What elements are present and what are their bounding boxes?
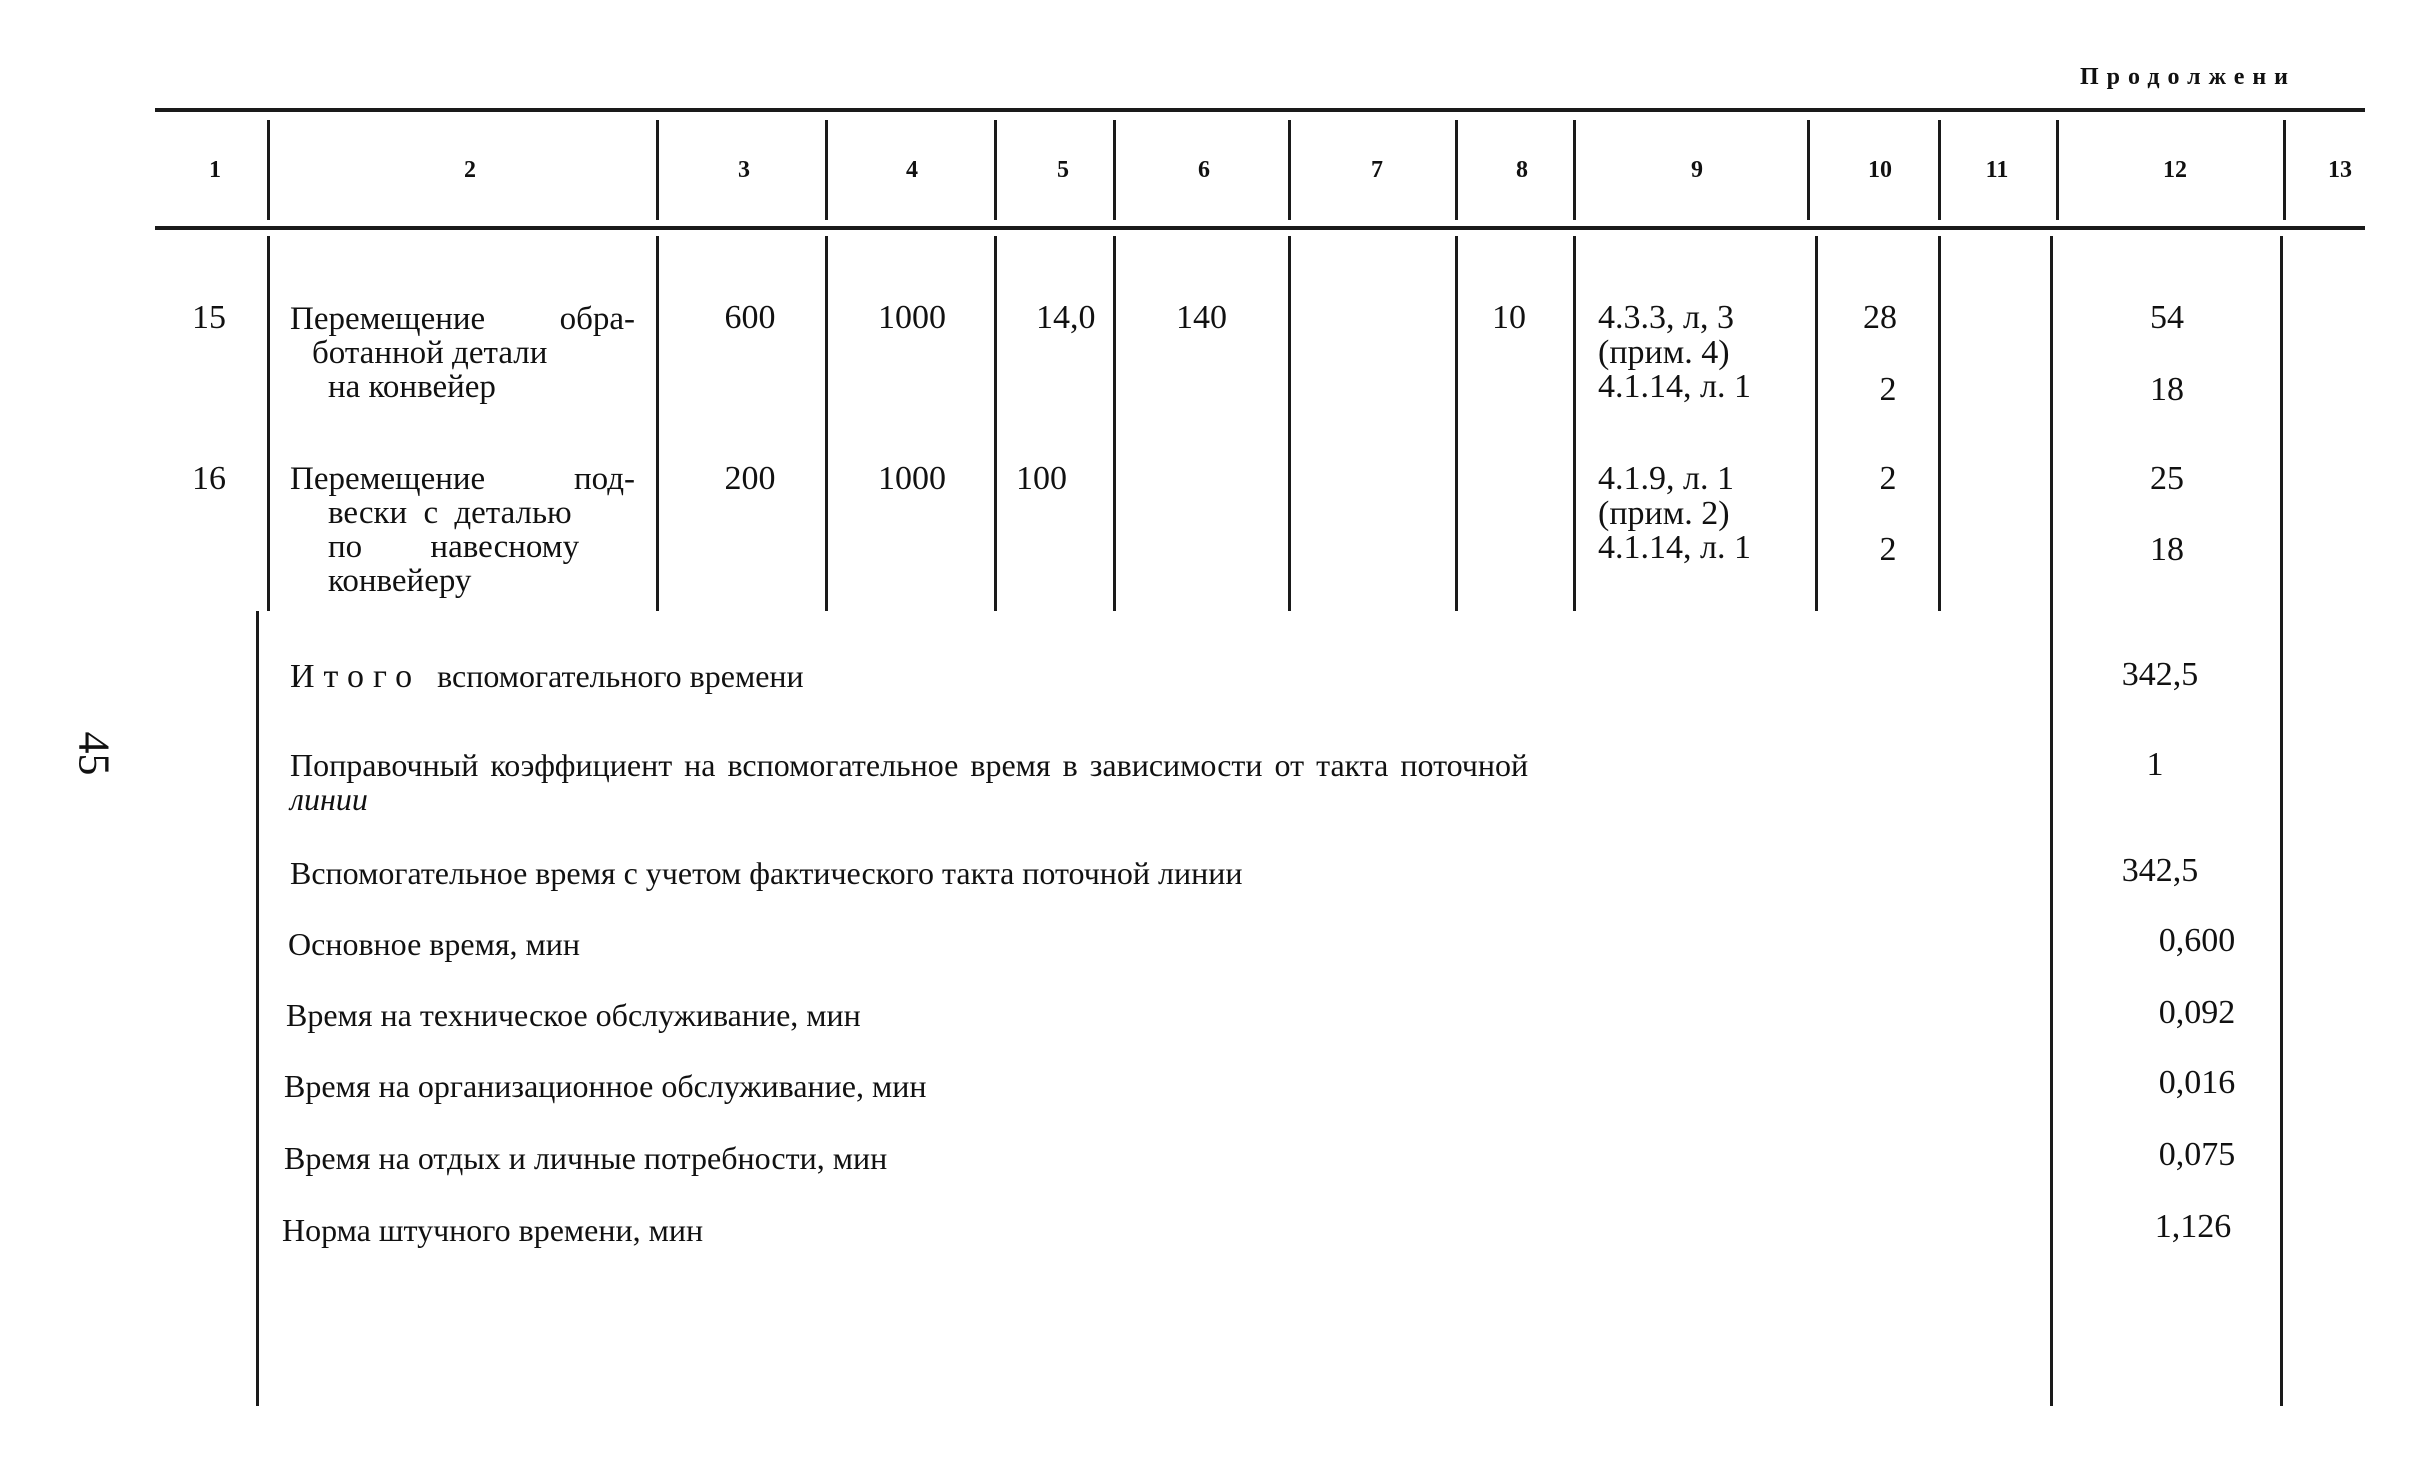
header-divider <box>267 120 270 220</box>
summary-aux-time-value: 342,5 <box>2121 852 2199 889</box>
summary-aux-time-label: Вспомогательное время с учетом фактического такта поточной линии <box>290 855 1243 891</box>
table-row-15-col12-b: 18 <box>2150 371 2184 408</box>
summary-main-time-label: Основное время, мин <box>288 926 581 962</box>
header-divider <box>1455 120 1458 220</box>
header-divider <box>2056 120 2059 220</box>
summary-correction-label: Поправочный коэффициент на вспомогательное время в зависимости от такта поточной линии <box>290 747 1529 817</box>
table-row-16-description: Перемещение под- вески с деталью по навесному конвейеру <box>290 461 635 599</box>
table-row-15-col6: 140 <box>1176 299 1227 336</box>
column-header-11: 11 <box>1985 157 2009 183</box>
body-divider <box>1938 236 1941 611</box>
body-divider <box>994 236 997 611</box>
header-divider <box>1573 120 1576 220</box>
column-header-4: 4 <box>906 157 918 183</box>
table-row-15-col9: 4.3.3, л, 3 (прим. 4) 4.1.14, л. 1 <box>1598 299 1751 405</box>
table-row-15-col10-a: 28 <box>1863 299 1897 336</box>
summary-main-time-value: 0,600 <box>2158 922 2236 959</box>
summary-tech-service-value: 0,092 <box>2158 994 2236 1031</box>
header-divider <box>656 120 659 220</box>
body-divider <box>2280 236 2283 1406</box>
body-divider <box>2050 236 2053 1406</box>
body-divider <box>1113 236 1116 611</box>
body-divider <box>267 236 270 611</box>
body-divider <box>1573 236 1576 611</box>
summary-rest-value: 0,075 <box>2158 1136 2236 1173</box>
column-header-13: 13 <box>2328 157 2352 183</box>
continuation-label: Продолжени <box>2080 64 2297 90</box>
column-header-3: 3 <box>738 157 750 183</box>
table-row-16-col12-a: 25 <box>2150 460 2184 497</box>
header-divider <box>1113 120 1116 220</box>
column-header-6: 6 <box>1198 157 1210 183</box>
table-top-rule <box>155 108 2365 112</box>
summary-total-label: Итого вспомогательного времени <box>290 658 804 695</box>
summary-tech-service-label: Время на техническое обслуживание, мин <box>286 997 861 1033</box>
table-row-16-col5: 100 <box>1016 460 1067 497</box>
header-divider <box>994 120 997 220</box>
table-row-15-col10-b: 2 <box>1879 371 1897 408</box>
header-divider <box>1938 120 1941 220</box>
column-header-9: 9 <box>1691 157 1703 183</box>
table-row-16-col3: 200 <box>724 460 776 497</box>
column-header-8: 8 <box>1516 157 1528 183</box>
summary-total-value: 342,5 <box>2121 656 2199 693</box>
body-divider <box>256 611 259 1406</box>
summary-rest-label: Время на отдых и личные потребности, мин <box>284 1140 888 1176</box>
body-divider <box>825 236 828 611</box>
column-header-10: 10 <box>1868 157 1892 183</box>
table-row-16-num: 16 <box>192 460 226 497</box>
header-bottom-rule <box>155 226 2365 230</box>
table-row-16-col10-a: 2 <box>1879 460 1897 497</box>
page-number: 45 <box>69 731 119 776</box>
table-row-16-col12-b: 18 <box>2150 531 2184 568</box>
table-row-15-col8: 10 <box>1492 299 1526 336</box>
summary-piece-time-norm-value: 1,126 <box>2154 1208 2232 1245</box>
table-row-15-col12-a: 54 <box>2150 299 2184 336</box>
summary-piece-time-norm-label: Норма штучного времени, мин <box>282 1212 704 1248</box>
header-divider <box>2283 120 2286 220</box>
summary-correction-value: 1 <box>2146 746 2164 783</box>
column-header-2: 2 <box>464 157 476 183</box>
body-divider <box>1455 236 1458 611</box>
column-header-1: 1 <box>209 157 221 183</box>
column-header-5: 5 <box>1057 157 1069 183</box>
table-row-15-col3: 600 <box>724 299 776 336</box>
body-divider <box>656 236 659 611</box>
table-row-16-col4: 1000 <box>878 460 946 497</box>
table-row-15-col4: 1000 <box>878 299 946 336</box>
body-divider <box>1288 236 1291 611</box>
summary-org-service-value: 0,016 <box>2158 1064 2236 1101</box>
column-header-7: 7 <box>1371 157 1383 183</box>
column-header-12: 12 <box>2163 157 2187 183</box>
summary-org-service-label: Время на организационное обслуживание, мин <box>284 1068 927 1104</box>
header-divider <box>825 120 828 220</box>
table-row-15-description: Перемещение обра- ботанной детали на конвейер <box>290 301 635 405</box>
table-row-16-col10-b: 2 <box>1879 531 1897 568</box>
table-row-15-col5: 14,0 <box>1036 299 1096 336</box>
table-row-16-col9: 4.1.9, л. 1 (прим. 2) 4.1.14, л. 1 <box>1598 460 1751 566</box>
header-divider <box>1807 120 1810 220</box>
header-divider <box>1288 120 1291 220</box>
table-row-15-num: 15 <box>192 299 226 336</box>
body-divider <box>1815 236 1818 611</box>
